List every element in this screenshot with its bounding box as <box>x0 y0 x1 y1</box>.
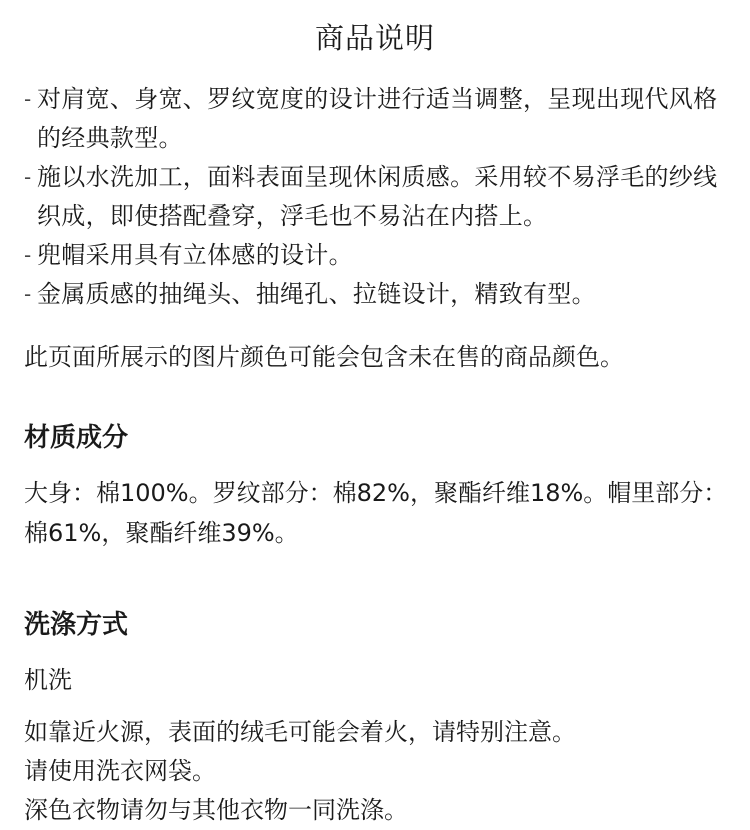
feature-list <box>24 80 729 314</box>
washing-method: 机洗 <box>24 666 72 694</box>
feature-text: 对肩宽、身宽、罗纹宽度的设计进行适当调整，呈现出现代风格的经典款型。 <box>37 85 718 152</box>
feature-item <box>24 275 729 314</box>
washing-notes <box>24 713 729 830</box>
feature-item <box>24 158 729 236</box>
bullet-dash: - <box>24 87 32 111</box>
feature-text: 施以水洗加工，面料表面呈现休闲质感。采用较不易浮毛的纱线织成，即使搭配叠穿，浮毛也不易沾在内搭上。 <box>37 163 718 230</box>
page-title: 商品说明 <box>314 21 435 55</box>
washing-note: 深色衣物请勿与其他衣物一同洗涤。 <box>24 796 408 824</box>
washing-note: 如靠近火源，表面的绒毛可能会着火，请特别注意。 <box>24 718 576 746</box>
color-disclaimer: 此页面所展示的图片颜色可能会包含未在售的商品颜色。 <box>24 343 624 371</box>
washing-note: 请使用洗衣网袋。 <box>24 757 216 785</box>
washing-heading: 洗涤方式 <box>24 610 129 640</box>
feature-item <box>24 80 729 158</box>
bullet-dash: - <box>24 165 32 189</box>
materials-text: 大身：棉100%。罗纹部分：棉82%，聚酯纤维18%。帽里部分：棉61%，聚酯纤维39%。 <box>24 479 728 547</box>
bullet-dash: - <box>24 243 32 267</box>
feature-item <box>24 236 729 275</box>
bullet-dash: - <box>24 282 32 306</box>
feature-text: 金属质感的抽绳头、抽绳孔、拉链设计，精致有型。 <box>37 280 596 308</box>
feature-text: 兜帽采用具有立体感的设计。 <box>37 241 353 269</box>
materials-heading: 材质成分 <box>24 423 129 453</box>
